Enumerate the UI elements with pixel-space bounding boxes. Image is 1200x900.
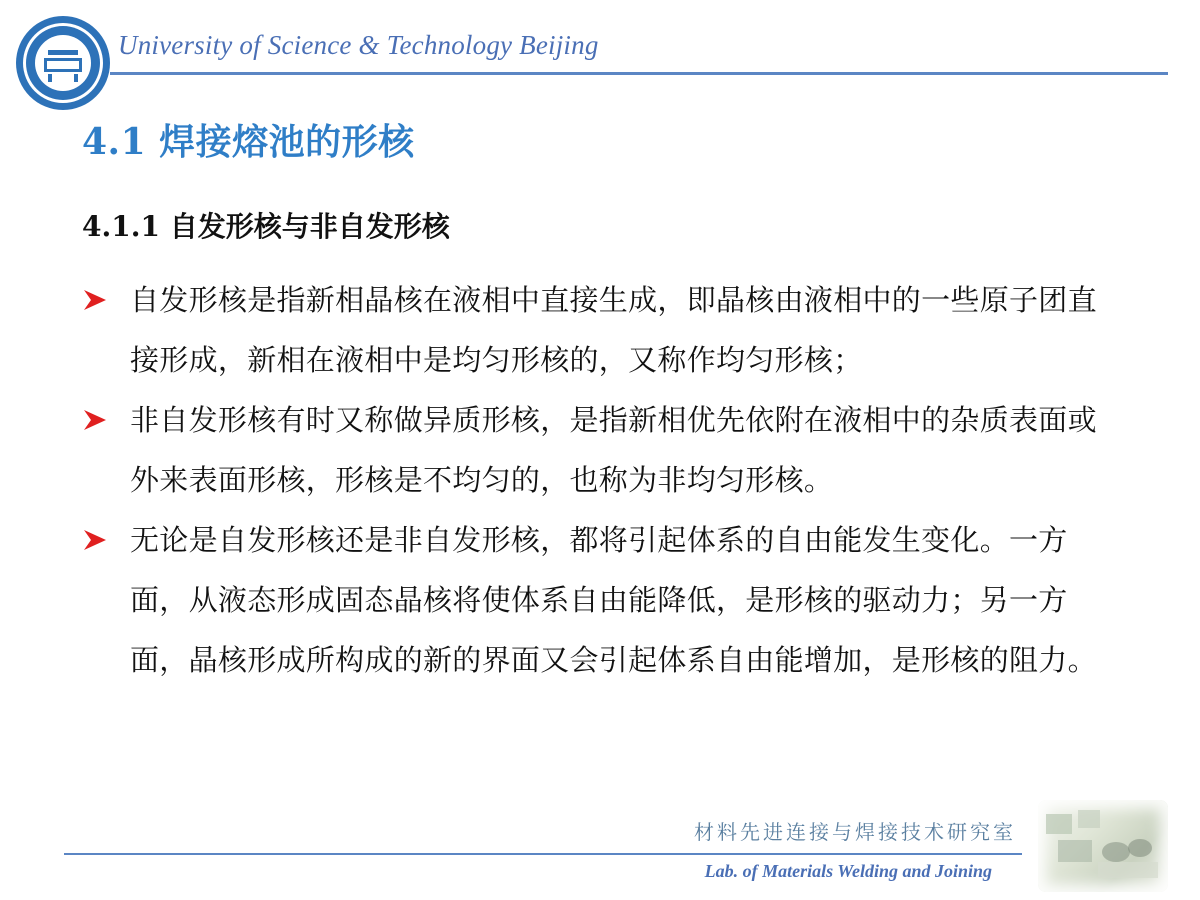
bullet-list (82, 270, 1122, 690)
footer-divider (64, 853, 1022, 855)
subsection-title: 4.1.1 自发形核与非自发形核 (82, 210, 450, 243)
header-divider (110, 72, 1168, 75)
red-arrowhead-icon (82, 528, 108, 552)
red-arrowhead-icon (82, 288, 108, 312)
bullet-item (82, 510, 1122, 690)
section-title: 4.1 焊接熔池的形核 (82, 121, 415, 163)
bullet-text: 自发形核是指新相晶核在液相中直接生成，即晶核由液相中的一些原子团直接形成，新相在液相中是均匀形核的，又称作均匀形核； (130, 283, 1097, 377)
lab-photo (1038, 800, 1168, 892)
lab-name-chinese: 材料先进连接与焊接技术研究室 (694, 820, 1016, 844)
university-seal-logo (14, 14, 112, 112)
bullet-text: 无论是自发形核还是非自发形核，都将引起体系的自由能发生变化。一方面，从液态形成固态晶核将使体系自由能降低，是形核的驱动力；另一方面，晶核形成所构成的新的界面又会引起体系自由能增加，是形核的阻力。 (130, 523, 1097, 677)
university-name: University of Science & Technology Beijing (118, 30, 599, 60)
red-arrowhead-icon (82, 408, 108, 432)
bullet-item (82, 390, 1122, 510)
bullet-text: 非自发形核有时又称做异质形核，是指新相优先依附在液相中的杂质表面或外来表面形核，形核是不均匀的，也称为非均匀形核。 (130, 403, 1097, 497)
bullet-item (82, 270, 1122, 390)
lab-name-english: Lab. of Materials Welding and Joining (704, 861, 992, 881)
